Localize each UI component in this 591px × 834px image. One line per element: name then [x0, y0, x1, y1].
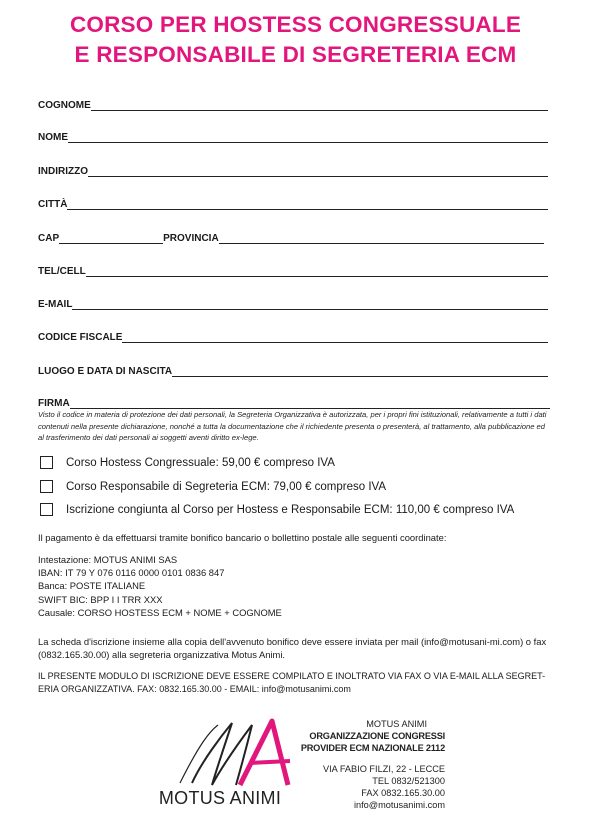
org-email[interactable]: info@motusanimi.com [353, 800, 445, 811]
organization-info [301, 718, 445, 811]
field-label: TEL/CELL [38, 266, 86, 277]
field-label: CITTÀ [38, 199, 68, 210]
field-label: NOME [38, 132, 68, 143]
checkbox[interactable] [40, 503, 53, 516]
field-line[interactable] [72, 298, 548, 310]
coordinate-line: Causale: CORSO HOSTESS ECM + NOME + COGNOME [38, 606, 282, 618]
field-line[interactable] [68, 131, 548, 143]
module-instructions: IL PRESENTE MODULO DI ISCRIZIONE DEVE ESSERE COMPILATO E INOLTRATO VIA FAX O VIA E-MAIL ALLA SEGRET-ERIA ORGANIZZATIVA. FAX: 0832.165.30.00 - EMAIL: info@motusanimi.com [38, 671, 546, 694]
option-label: Corso Hostess Congressuale: 59,00 € compreso IVA [66, 456, 335, 469]
org-name: MOTUS ANIMI [366, 719, 427, 729]
org-fax: FAX 0832.165.30.00 [361, 788, 445, 799]
field-line[interactable] [67, 198, 548, 210]
field-line-provincia[interactable] [219, 232, 544, 244]
field-codice-fiscale[interactable] [38, 327, 548, 345]
field-indirizzo[interactable] [38, 161, 548, 179]
field-cap-provincia[interactable] [38, 228, 544, 246]
field-line[interactable] [122, 331, 548, 343]
org-tel: TEL 0832/521300 [372, 775, 445, 786]
payment-intro: Il pagamento è da effettuarsi tramite bonifico bancario o bollettino postale alle seguenti coordinate: [38, 532, 447, 543]
field-line[interactable] [91, 99, 548, 111]
field-label: E-MAIL [38, 299, 73, 310]
logo-wordmark: MOTUS ANIMI [158, 788, 282, 808]
privacy-notice: Visto il codice in materia di protezione dei dati personali, la Segreteria Organizzativa è autorizzata, per i propri fini istituzionali, relativamente a tutti i dati contenuti nella presente dichiarazione, nonché a tutta la documentazione che il richiedente presenta o presenterà, al trattamento, alla pubblicazione ed al trasferimento dei dati personali ai soggetti aventi diritto ex-lege. [38, 410, 547, 442]
field-luogo-data-nascita[interactable] [38, 361, 548, 379]
field-line[interactable] [172, 365, 548, 377]
field-line-cap[interactable] [59, 232, 163, 244]
field-label-cap: CAP [38, 233, 60, 244]
send-instructions: La scheda d'iscrizione insieme alla copia dell'avvenuto bonifico deve essere inviata per mail (info@motusani-mi.com) o fax (0832.165.30.00) alla segreteria organizzativa Motus Animi. [38, 636, 547, 660]
field-line[interactable] [86, 265, 548, 277]
org-line-1: ORGANIZZAZIONE CONGRESSI [309, 731, 445, 742]
option-responsabile[interactable] [40, 480, 386, 493]
form-title-line-1: CORSO PER HOSTESS CONGRESSUALE [69, 12, 522, 37]
field-label: INDIRIZZO [38, 166, 88, 177]
logo-a-bar [250, 761, 290, 763]
org-address: VIA FABIO FILZI, 22 - LECCE [322, 763, 445, 774]
bank-coordinates [38, 553, 282, 619]
coordinate-line: SWIFT BIC: BPP I I TRR XXX [38, 593, 163, 605]
field-email[interactable] [38, 294, 548, 312]
field-label: CODICE FISCALE [38, 332, 123, 343]
coordinate-line: IBAN: IT 79 Y 076 0116 0000 0101 0836 847 [38, 567, 225, 579]
option-label: Corso Responsabile di Segreteria ECM: 79,00 € compreso IVA [66, 480, 387, 493]
checkbox[interactable] [40, 480, 53, 493]
form-title-line-2: E RESPONSABILE DI SEGRETERIA ECM [74, 42, 517, 67]
logo-swash [180, 725, 218, 783]
checkbox[interactable] [40, 456, 53, 469]
field-line[interactable] [70, 397, 550, 409]
option-hostess[interactable] [40, 456, 335, 469]
option-congiunta[interactable] [40, 503, 514, 516]
field-tel[interactable] [38, 261, 548, 279]
field-label-provincia: PROVINCIA [163, 233, 219, 244]
coordinate-line: Intestazione: MOTUS ANIMI SAS [38, 554, 178, 565]
field-line[interactable] [88, 165, 548, 177]
field-label: LUOGO E DATA DI NASCITA [38, 366, 173, 377]
option-label: Iscrizione congiunta al Corso per Hostess e Responsabile ECM: 110,00 € compreso IVA [66, 503, 515, 516]
field-citta[interactable] [38, 194, 548, 212]
org-line-2: PROVIDER ECM NAZIONALE 2112 [300, 743, 445, 754]
field-label: FIRMA [38, 398, 70, 409]
field-cognome[interactable] [38, 95, 548, 113]
coordinate-line: Banca: POSTE ITALIANE [38, 580, 146, 592]
field-nome[interactable] [38, 127, 548, 145]
field-label: COGNOME [38, 100, 91, 111]
